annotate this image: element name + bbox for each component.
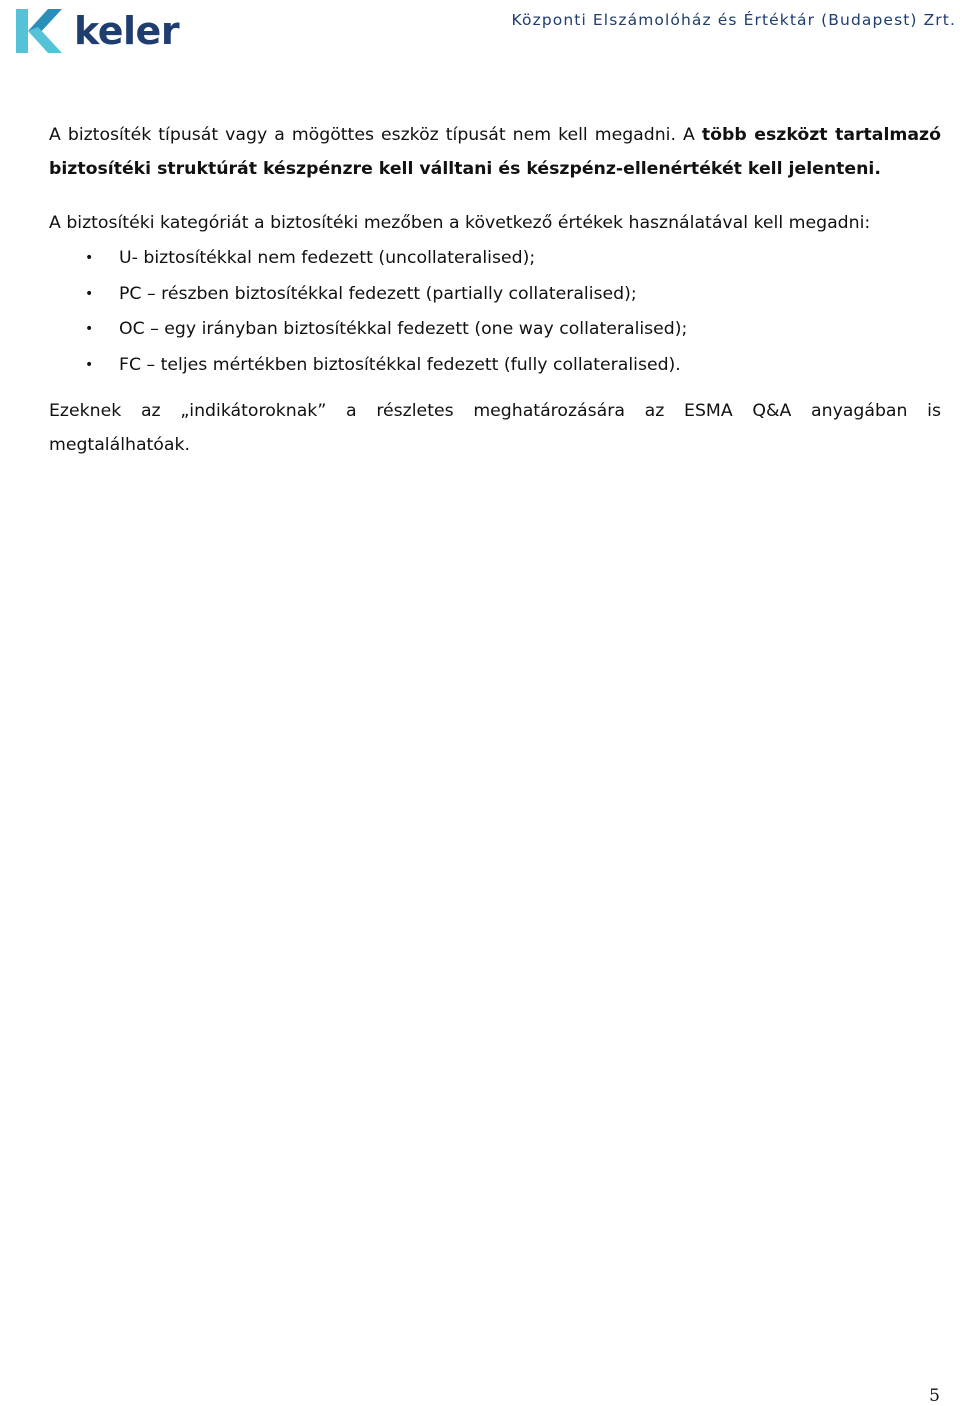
bullet-icon: •	[85, 321, 94, 337]
page-number: 5	[929, 1386, 940, 1406]
list-item	[49, 312, 941, 348]
logo-wordmark: keler	[74, 9, 180, 53]
keler-logo	[10, 5, 179, 57]
company-name: Központi Elszámolóház és Értéktár (Budapest) Zrt.	[511, 11, 956, 29]
bullet-icon: •	[85, 356, 94, 373]
document-body	[49, 118, 941, 462]
list-item	[49, 277, 941, 313]
list-item-text: FC – teljes mértékben biztosítékkal fedezett (fully collateralised).	[119, 354, 681, 375]
page-header	[0, 0, 960, 70]
list-item	[49, 348, 941, 384]
paragraph-collateral-type	[49, 118, 941, 186]
keler-k-icon	[10, 5, 62, 57]
bullet-icon: •	[85, 250, 94, 266]
paragraph-collateral-category: A biztosítéki kategóriát a biztosítéki mezőben a következő értékek használatával kell megadni:	[49, 213, 871, 233]
paragraph-bold-text: több eszközt tartalmazó biztosítéki struktúrát készpénzre kell válltani és készpénz-ellenértékét kell jelenteni.	[49, 125, 941, 179]
paragraph-text: A biztosíték típusát vagy a mögöttes eszköz típusát nem kell megadni. A	[49, 125, 702, 145]
paragraph-esma-reference: Ezeknek az „indikátoroknak” a részletes meghatározására az ESMA Q&A anyagában is megtalálhatóak.	[49, 401, 941, 455]
list-item	[49, 241, 941, 277]
list-item-text: OC – egy irányban biztosítékkal fedezett (one way collateralised);	[119, 319, 688, 339]
bullet-icon: •	[85, 285, 94, 302]
list-item-text: U- biztosítékkal nem fedezett (uncollateralised);	[119, 248, 536, 268]
collateral-category-list	[49, 241, 941, 383]
list-item-text: PC – részben biztosítékkal fedezett (partially collateralised);	[119, 283, 637, 304]
